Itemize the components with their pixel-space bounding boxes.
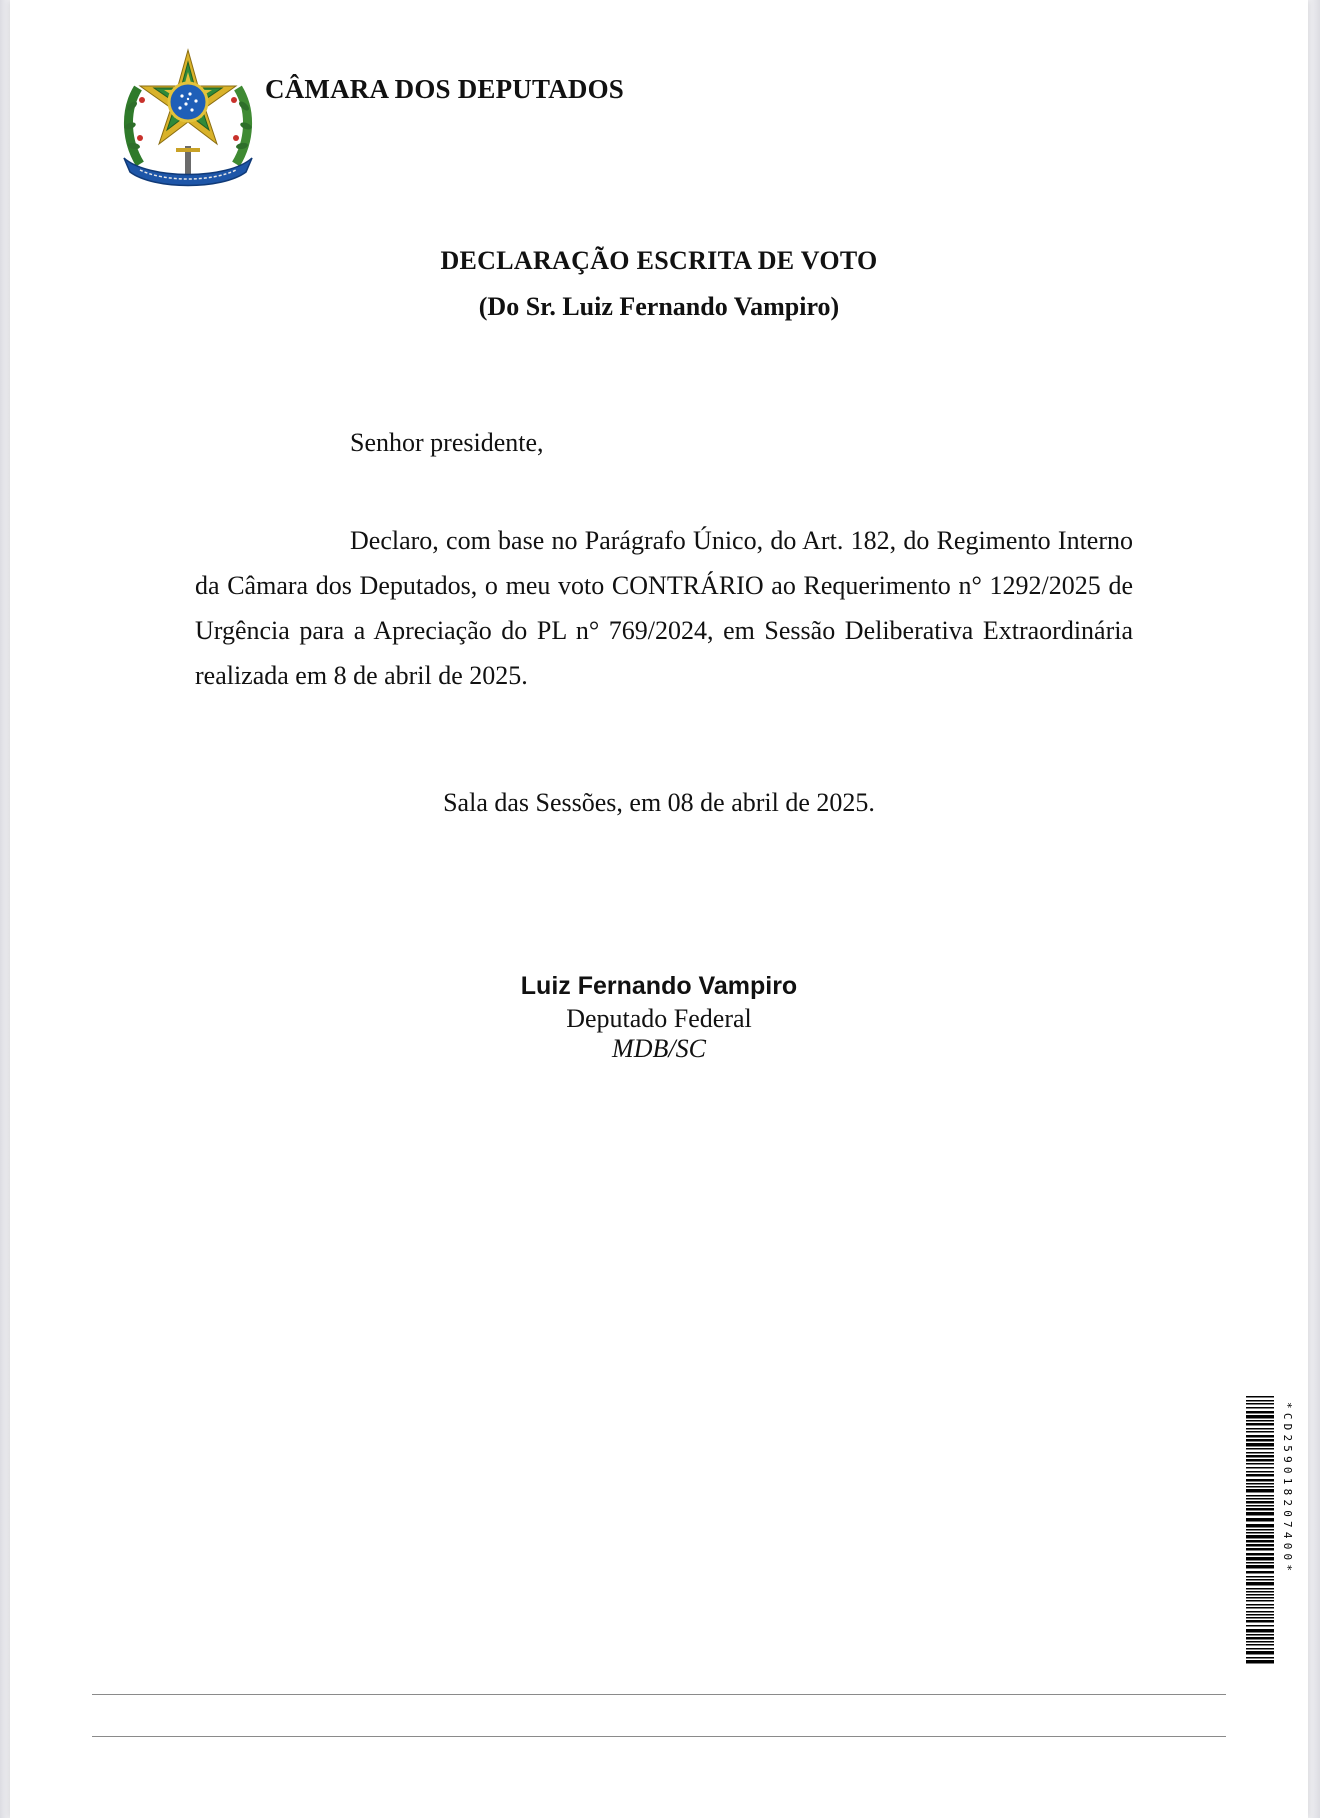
document-page	[10, 0, 1308, 1818]
footer-line-bottom	[92, 1736, 1226, 1737]
signatory-name: Luiz Fernando Vampiro	[520, 972, 798, 1000]
page-edge-right	[1308, 0, 1320, 1818]
page-edge-left	[0, 0, 10, 1818]
brazil-coat-of-arms-icon	[118, 46, 258, 192]
barcode-text: *CD259018207400*	[1281, 1402, 1294, 1576]
footer-line-top	[92, 1694, 1226, 1695]
document-title: DECLARAÇÃO ESCRITA DE VOTO	[440, 246, 878, 275]
salutation: Senhor presidente,	[350, 428, 544, 457]
organization-name: CÂMARA DOS DEPUTADOS	[265, 74, 625, 104]
barcode-icon	[1246, 1396, 1294, 1664]
declaration-body: Declaro, com base no Parágrafo Único, do Art. 182, do Regimento Interno da Câmara dos Deputados, o meu voto CONTRÁRIO ao Requerimento n° 1292/2025 de Urgência para a Apreciação do PL n° 769/2024, em Sessão Deliberativa Extraordinária realizada em 8 de abril de 2025.	[195, 526, 1133, 690]
document-subtitle: (Do Sr. Luiz Fernando Vampiro)	[478, 292, 840, 321]
place-date: Sala das Sessões, em 08 de abril de 2025.	[443, 788, 875, 817]
signatory-role: Deputado Federal	[566, 1004, 752, 1033]
signatory-party: MDB/SC	[612, 1034, 706, 1063]
